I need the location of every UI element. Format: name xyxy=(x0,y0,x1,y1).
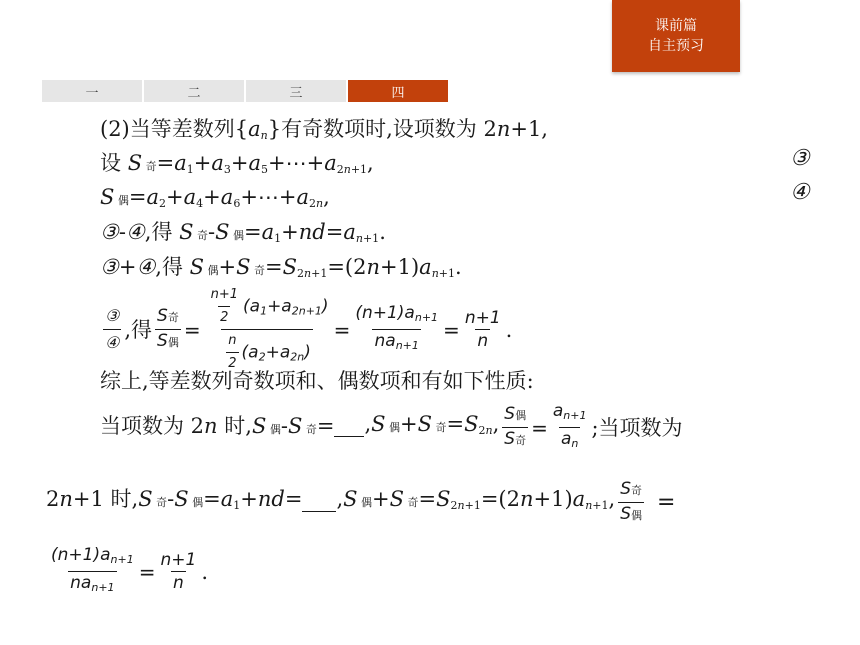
blank-1[interactable] xyxy=(334,418,364,437)
tab-2[interactable]: 二 xyxy=(144,80,244,102)
marker-4: ④ xyxy=(790,180,810,205)
line-4: ③-④,得 S 奇-S 偶$=a_1+nd=a_{n+1}$. xyxy=(100,220,386,245)
section-badge[interactable] xyxy=(612,0,740,72)
blank-2[interactable] xyxy=(302,493,336,512)
tab-bar xyxy=(42,80,450,102)
line-6: $\frac{\text{③}}{\text{④}}$ ,得 $\frac{\text{S奇}}{\text{S偶}}$ = $\frac{n+1}{2}$ $(a_1+a_{2n+1})$ $\frac{n}{2}$ $(a_2+a_{2n})$ = $\frac{(n+1)a_{n+1}}{na_{n+1}}$ = $\frac{n+1}{n}$ . xyxy=(100,284,512,375)
line-2: 设 S 奇$=a_1+a_3+a_5+\cdots+a_{2n+1}$, xyxy=(100,151,374,176)
line-9: 2n+1 时,S 奇-S 偶$=a_1+nd=$ ,S 偶+S 奇$=S_{2n+1}=(2n+1)a_{n+1}$, $\frac{\text{S奇}}{\text{S偶}}$ = xyxy=(46,478,675,527)
line-5: ③+④,得 S 偶+S 奇$=S_{2n+1}=(2n+1)a_{n+1}$. xyxy=(100,255,462,280)
tab-1[interactable]: 一 xyxy=(42,80,142,102)
line-8-d: ;当项数为 xyxy=(591,415,683,440)
marker-3: ③ xyxy=(790,146,810,171)
line-3: S 偶$=a_2+a_4+a_6+\cdots+a_{2n}$, xyxy=(100,185,330,210)
badge-line-1: 课前篇 xyxy=(655,18,697,34)
line-1: (2)当等差数列$\{a_n\}$有奇数项时,设项数为 2n+1, xyxy=(100,117,548,142)
line-8: 当项数为 2n 时,S 偶-S 奇= ,S 偶+S 奇$=S_{2n}$, $\frac{\text{S偶}}{\text{S奇}}$ = $\frac{a_{n+1}}{a_n}$ ;当项数为 xyxy=(100,400,683,455)
badge-line-2: 自主预习 xyxy=(648,38,704,54)
tab-3[interactable]: 三 xyxy=(246,80,346,102)
line-7: 综上,等差数列奇数项和、偶数项和有如下性质: xyxy=(100,369,534,393)
tab-4[interactable]: 四 xyxy=(348,80,448,102)
line-10: $\frac{(n+1)a_{n+1}}{na_{n+1}}$ = $\frac{n+1}{n}$ . xyxy=(46,544,208,599)
ratio-marker: $\frac{\text{③}}{\text{④}}$ xyxy=(103,303,121,356)
